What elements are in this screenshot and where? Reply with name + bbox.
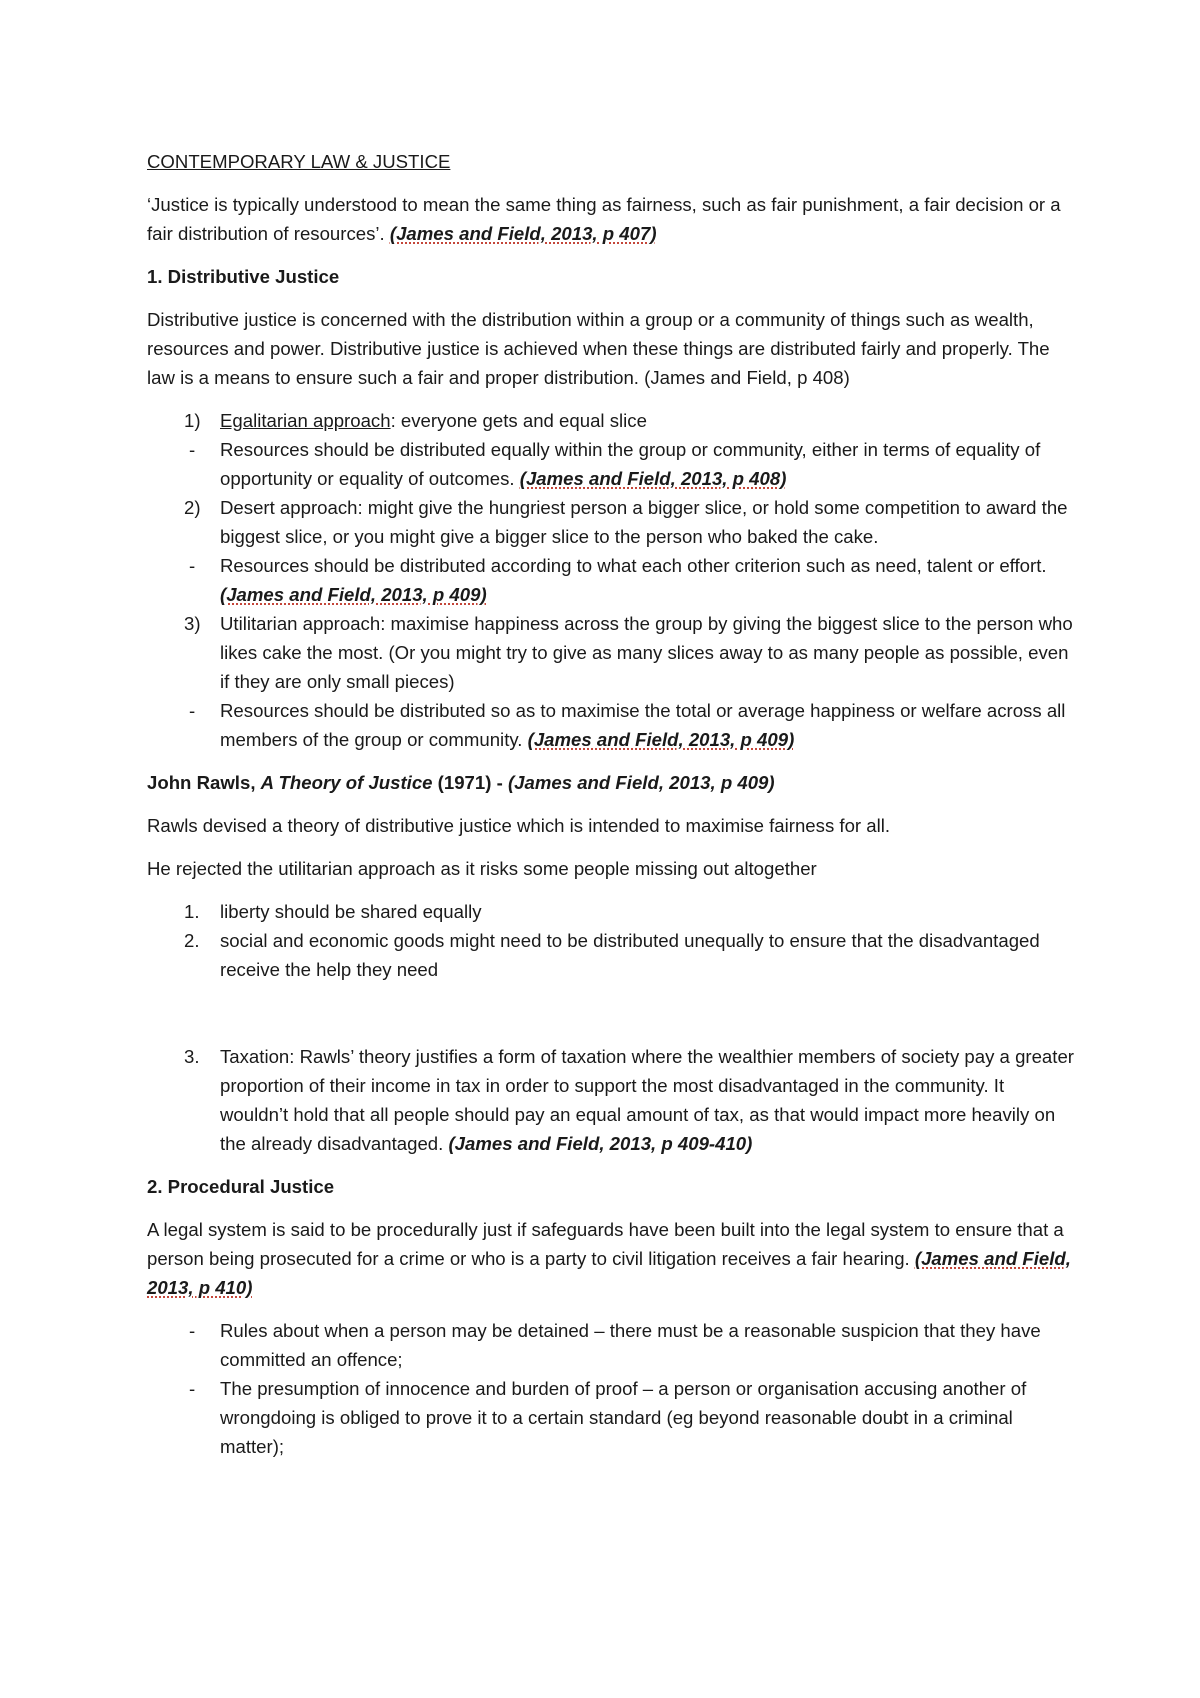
- section2-paragraph: [147, 1215, 1077, 1302]
- rawls-paragraph-1: Rawls devised a theory of distributive justice which is intended to maximise fairness for all.: [147, 815, 891, 836]
- list-marker: -: [189, 700, 196, 721]
- list-marker: 3): [184, 613, 201, 634]
- list-item: [147, 551, 1077, 609]
- intro-citation: (James and Field, 2013, p 407): [389, 223, 657, 244]
- list-marker: 2.: [184, 930, 200, 951]
- list-item-text: liberty should be shared equally: [220, 901, 482, 922]
- document-body: [147, 147, 1077, 1475]
- list-marker: 2): [184, 497, 201, 518]
- list-item-text: social and economic goods might need to be distributed unequally to ensure that the disadvantaged receive the help they need: [220, 930, 1040, 980]
- safeguards-list: [147, 1316, 1077, 1461]
- list-item-text: Desert approach: might give the hungriest person a bigger slice, or hold some competition to award the biggest slice, or you might give a bigger slice to the person who baked the cake.: [220, 497, 1068, 547]
- list-item: [147, 435, 1077, 493]
- list-item-text: : everyone gets and equal slice: [390, 410, 647, 431]
- document-title: CONTEMPORARY LAW & JUSTICE: [147, 151, 451, 172]
- list-marker: 1.: [184, 901, 200, 922]
- list-item-text: Resources should be distributed so as to maximise the total or average happiness or welfare across all members of the group or community.: [220, 700, 1066, 750]
- section1-heading: 1. Distributive Justice: [147, 266, 340, 287]
- list-item: [147, 609, 1077, 696]
- rawls-book-title: A Theory of Justice: [260, 772, 433, 793]
- list-item-text: Resources should be distributed equally within the group or community, either in terms of equality of opportunity or equality of outcomes.: [220, 439, 1041, 489]
- list-item: [147, 1042, 1077, 1158]
- approach-label: Egalitarian approach: [220, 410, 391, 431]
- rawls-heading: [147, 768, 1077, 797]
- intro-quote: [147, 190, 1077, 248]
- list-item: [147, 696, 1077, 754]
- list-marker: -: [189, 1320, 196, 1341]
- list-item-text: Resources should be distributed according to what each other criterion such as need, talent or effort.: [220, 555, 1047, 576]
- list-marker: -: [189, 555, 196, 576]
- section1-paragraph: Distributive justice is concerned with the distribution within a group or a community of things such as wealth, resources and power. Distributive justice is achieved when these things are distributed fairly and properly. The law is a means to ensure such a fair and proper distribution. (James and Field, p 408): [147, 309, 1050, 388]
- list-item: [147, 493, 1077, 551]
- citation: (James and Field, 2013, p 409): [220, 584, 487, 605]
- section2-heading: 2. Procedural Justice: [147, 1176, 335, 1197]
- rawls-name: John Rawls,: [147, 772, 261, 793]
- list-item-text: Rules about when a person may be detained – there must be a reasonable suspicion that they have committed an offence;: [220, 1320, 1041, 1370]
- list-item: [147, 1316, 1077, 1374]
- list-marker: -: [189, 439, 196, 460]
- citation: (James and Field, 2013, p 409): [527, 729, 795, 750]
- list-item: [147, 897, 1077, 926]
- section2-text: A legal system is said to be procedurally just if safeguards have been built into the legal system to ensure that a person being prosecuted for a crime or who is a party to civil litigation receives a fair hearing.: [147, 1219, 1064, 1269]
- list-marker: 1): [184, 410, 201, 431]
- rawls-year: (1971) -: [432, 772, 508, 793]
- rawls-principles-list: [147, 897, 1077, 984]
- rawls-taxation-list: [147, 1042, 1077, 1158]
- list-marker: 3.: [184, 1046, 200, 1067]
- intro-text: ‘Justice is typically understood to mean the same thing as fairness, such as fair punishment, a fair decision or a fair distribution of resources’.: [147, 194, 1061, 244]
- list-item: [147, 926, 1077, 984]
- citation: (James and Field, 2013, p 408): [519, 468, 787, 489]
- list-item: [147, 406, 1077, 435]
- citation: (James and Field, 2013, p 409-410): [448, 1133, 753, 1154]
- list-item-text: The presumption of innocence and burden of proof – a person or organisation accusing another of wrongdoing is obliged to prove it to a certain standard (eg beyond reasonable doubt in a criminal matter);: [220, 1378, 1027, 1457]
- spacer: [147, 984, 1077, 1042]
- rawls-citation: (James and Field, 2013, p 409): [507, 772, 775, 793]
- approaches-list: [147, 406, 1077, 754]
- citation: (James and Field, 2013, p 410): [147, 1248, 1071, 1298]
- list-item-text: Utilitarian approach: maximise happiness across the group by giving the biggest slice to the person who likes cake the most. (Or you might try to give as many slices away to as many people as possible, even if they are only small pieces): [220, 613, 1073, 692]
- rawls-paragraph-2: He rejected the utilitarian approach as it risks some people missing out altogether: [147, 858, 817, 879]
- list-marker: -: [189, 1378, 196, 1399]
- list-item: [147, 1374, 1077, 1461]
- list-item-text: Taxation: Rawls’ theory justifies a form of taxation where the wealthier members of society pay a greater proportion of their income in tax in order to support the most disadvantaged in the community. It wouldn’t hold that all people should pay an equal amount of tax, as that would impact more heavily on the already disadvantaged.: [220, 1046, 1074, 1154]
